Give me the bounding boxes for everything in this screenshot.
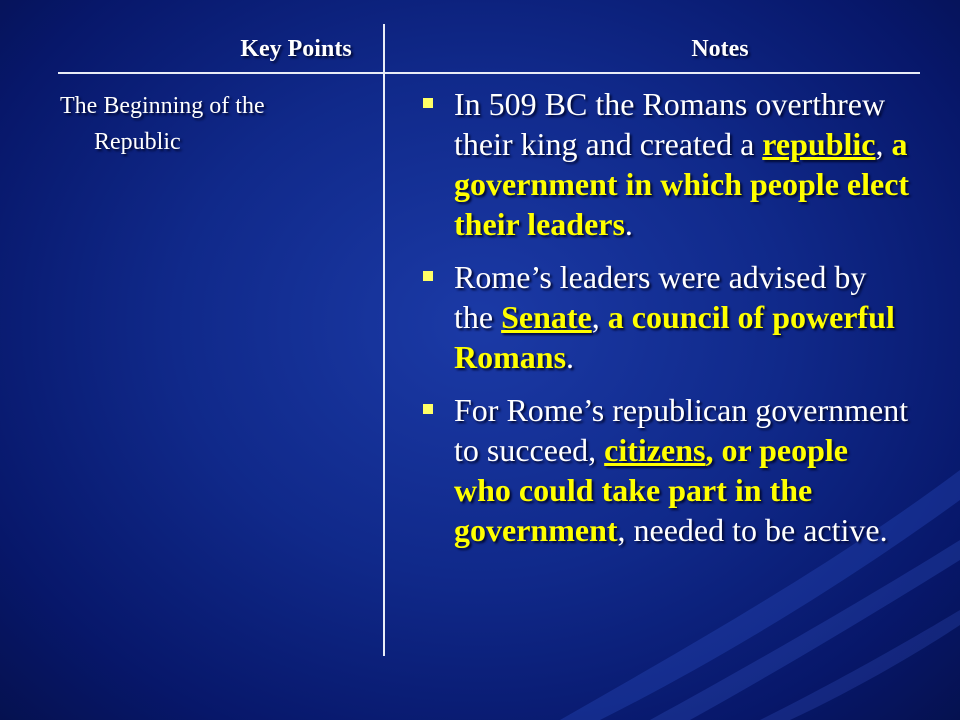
vocab-term: citizens: [604, 432, 706, 468]
column-divider: [383, 24, 385, 656]
vocab-definition: , or people who could take part in the government: [454, 432, 848, 548]
key-point-line-1: The Beginning of the: [60, 93, 265, 119]
notes-header: Notes: [691, 36, 749, 62]
vocab-term: republic: [762, 126, 876, 162]
square-bullet-icon: [423, 98, 433, 108]
vocab-definition: a council of powerful Romans: [454, 299, 895, 375]
key-point-text: [60, 88, 360, 160]
note-text: In 509 BC the Romans overthrew their king and created a: [454, 86, 886, 162]
vocab-definition: a government in which people elect their leaders: [454, 126, 910, 242]
square-bullet-icon: [423, 271, 433, 281]
vocab-term: Senate: [501, 299, 592, 335]
key-points-header: Key Points: [240, 36, 352, 62]
note-text: , needed to be active.: [617, 512, 888, 548]
header-divider: [58, 72, 920, 74]
square-bullet-icon: [423, 404, 433, 414]
note-item: [420, 84, 910, 244]
note-item: [420, 257, 910, 377]
note-text: .: [566, 339, 575, 375]
notes-list: [420, 84, 910, 563]
note-text: .: [624, 206, 633, 242]
note-text: ,: [875, 126, 892, 162]
note-text: ,: [591, 299, 608, 335]
note-text: Rome’s leaders were advised by the: [454, 259, 867, 335]
note-item: [420, 390, 910, 550]
key-point-line-2: Republic: [94, 129, 181, 155]
note-text: For Rome’s republican government to succeed,: [454, 392, 909, 468]
